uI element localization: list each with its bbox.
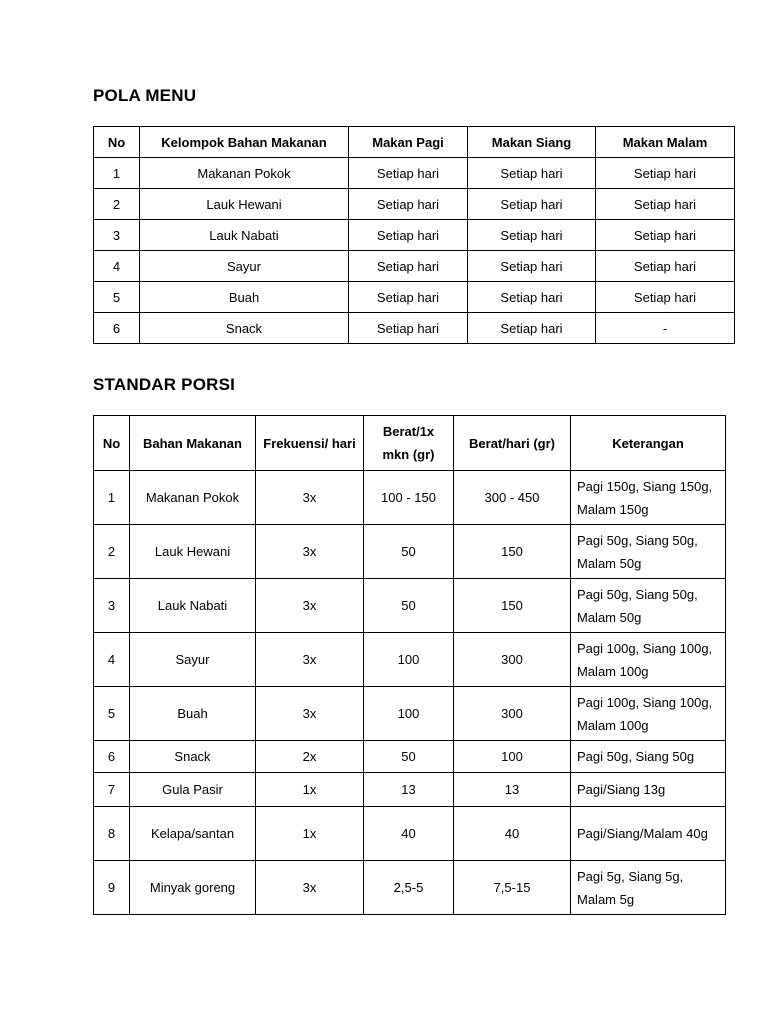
cell-berat-per-makan: 50 — [364, 579, 454, 633]
cell-makan-pagi: Setiap hari — [349, 251, 468, 282]
cell-no: 6 — [94, 741, 130, 773]
cell-bahan-makanan: Buah — [130, 687, 256, 741]
standar-porsi-body — [94, 471, 726, 915]
cell-berat-per-hari: 150 — [454, 579, 571, 633]
pola-menu-table — [93, 126, 735, 344]
cell-berat-per-hari: 13 — [454, 773, 571, 807]
cell-kelompok: Snack — [140, 313, 349, 344]
cell-berat-per-makan: 13 — [364, 773, 454, 807]
cell-frekuensi: 1x — [256, 773, 364, 807]
cell-frekuensi: 3x — [256, 633, 364, 687]
cell-berat-per-hari: 40 — [454, 807, 571, 861]
cell-makan-pagi: Setiap hari — [349, 189, 468, 220]
cell-frekuensi: 3x — [256, 687, 364, 741]
cell-makan-siang: Setiap hari — [468, 251, 596, 282]
cell-keterangan: Pagi 100g, Siang 100g, Malam 100g — [571, 633, 726, 687]
cell-kelompok: Lauk Hewani — [140, 189, 349, 220]
cell-keterangan: Pagi 50g, Siang 50g, Malam 50g — [571, 579, 726, 633]
table-row — [94, 313, 735, 344]
cell-frekuensi: 3x — [256, 471, 364, 525]
cell-no: 8 — [94, 807, 130, 861]
table-row — [94, 807, 726, 861]
header-no: No — [94, 127, 140, 158]
cell-no: 2 — [94, 525, 130, 579]
standar-porsi-table — [93, 415, 726, 915]
cell-makan-pagi: Setiap hari — [349, 158, 468, 189]
cell-berat-per-makan: 2,5-5 — [364, 861, 454, 915]
table-row — [94, 471, 726, 525]
table-row — [94, 158, 735, 189]
cell-frekuensi: 2x — [256, 741, 364, 773]
cell-kelompok: Makanan Pokok — [140, 158, 349, 189]
cell-berat-per-hari: 300 — [454, 633, 571, 687]
cell-no: 9 — [94, 861, 130, 915]
cell-frekuensi: 3x — [256, 579, 364, 633]
table-row — [94, 525, 726, 579]
cell-bahan-makanan: Kelapa/santan — [130, 807, 256, 861]
cell-makan-malam: Setiap hari — [596, 220, 735, 251]
cell-no: 3 — [94, 579, 130, 633]
cell-bahan-makanan: Snack — [130, 741, 256, 773]
cell-makan-siang: Setiap hari — [468, 282, 596, 313]
cell-bahan-makanan: Gula Pasir — [130, 773, 256, 807]
cell-makan-siang: Setiap hari — [468, 313, 596, 344]
cell-no: 2 — [94, 189, 140, 220]
cell-berat-per-hari: 300 - 450 — [454, 471, 571, 525]
table-row — [94, 861, 726, 915]
cell-berat-per-hari: 150 — [454, 525, 571, 579]
table-row — [94, 189, 735, 220]
cell-frekuensi: 3x — [256, 525, 364, 579]
cell-keterangan: Pagi 150g, Siang 150g, Malam 150g — [571, 471, 726, 525]
cell-keterangan: Pagi/Siang/Malam 40g — [571, 807, 726, 861]
table-header-row — [94, 127, 735, 158]
cell-makan-siang: Setiap hari — [468, 189, 596, 220]
cell-kelompok: Buah — [140, 282, 349, 313]
cell-makan-malam: Setiap hari — [596, 282, 735, 313]
header-makan-siang: Makan Siang — [468, 127, 596, 158]
cell-keterangan: Pagi 5g, Siang 5g, Malam 5g — [571, 861, 726, 915]
cell-no: 4 — [94, 251, 140, 282]
cell-no: 4 — [94, 633, 130, 687]
header-berat-per-makan: Berat/1x mkn (gr) — [364, 416, 454, 471]
cell-frekuensi: 3x — [256, 861, 364, 915]
cell-bahan-makanan: Lauk Hewani — [130, 525, 256, 579]
cell-frekuensi: 1x — [256, 807, 364, 861]
header-bahan-makanan: Bahan Makanan — [130, 416, 256, 471]
header-frekuensi: Frekuensi/ hari — [256, 416, 364, 471]
cell-berat-per-hari: 100 — [454, 741, 571, 773]
cell-keterangan: Pagi/Siang 13g — [571, 773, 726, 807]
cell-berat-per-makan: 50 — [364, 741, 454, 773]
header-keterangan: Keterangan — [571, 416, 726, 471]
pola-menu-heading: POLA MENU — [93, 86, 197, 105]
cell-keterangan: Pagi 50g, Siang 50g, Malam 50g — [571, 525, 726, 579]
cell-bahan-makanan: Makanan Pokok — [130, 471, 256, 525]
header-berat-per-hari: Berat/hari (gr) — [454, 416, 571, 471]
cell-berat-per-makan: 100 - 150 — [364, 471, 454, 525]
cell-berat-per-makan: 100 — [364, 633, 454, 687]
cell-no: 5 — [94, 687, 130, 741]
cell-no: 1 — [94, 471, 130, 525]
pola-menu-body — [94, 158, 735, 344]
cell-berat-per-hari: 300 — [454, 687, 571, 741]
cell-bahan-makanan: Lauk Nabati — [130, 579, 256, 633]
cell-keterangan: Pagi 50g, Siang 50g — [571, 741, 726, 773]
cell-makan-malam: Setiap hari — [596, 251, 735, 282]
cell-makan-malam: Setiap hari — [596, 189, 735, 220]
header-kelompok: Kelompok Bahan Makanan — [140, 127, 349, 158]
table-row — [94, 282, 735, 313]
cell-makan-pagi: Setiap hari — [349, 313, 468, 344]
cell-makan-malam: - — [596, 313, 735, 344]
cell-berat-per-makan: 50 — [364, 525, 454, 579]
table-row — [94, 251, 735, 282]
table-row — [94, 633, 726, 687]
cell-no: 3 — [94, 220, 140, 251]
cell-berat-per-makan: 100 — [364, 687, 454, 741]
cell-no: 7 — [94, 773, 130, 807]
table-row — [94, 741, 726, 773]
cell-no: 6 — [94, 313, 140, 344]
cell-berat-per-makan: 40 — [364, 807, 454, 861]
table-header-row — [94, 416, 726, 471]
header-makan-pagi: Makan Pagi — [349, 127, 468, 158]
header-makan-malam: Makan Malam — [596, 127, 735, 158]
table-row — [94, 773, 726, 807]
cell-makan-siang: Setiap hari — [468, 158, 596, 189]
table-row — [94, 579, 726, 633]
table-row — [94, 220, 735, 251]
standar-porsi-heading: STANDAR PORSI — [93, 375, 236, 394]
header-no: No — [94, 416, 130, 471]
cell-kelompok: Sayur — [140, 251, 349, 282]
cell-makan-malam: Setiap hari — [596, 158, 735, 189]
cell-makan-siang: Setiap hari — [468, 220, 596, 251]
cell-keterangan: Pagi 100g, Siang 100g, Malam 100g — [571, 687, 726, 741]
cell-kelompok: Lauk Nabati — [140, 220, 349, 251]
cell-bahan-makanan: Sayur — [130, 633, 256, 687]
cell-bahan-makanan: Minyak goreng — [130, 861, 256, 915]
cell-makan-pagi: Setiap hari — [349, 282, 468, 313]
cell-makan-pagi: Setiap hari — [349, 220, 468, 251]
cell-no: 1 — [94, 158, 140, 189]
table-row — [94, 687, 726, 741]
cell-berat-per-hari: 7,5-15 — [454, 861, 571, 915]
cell-no: 5 — [94, 282, 140, 313]
